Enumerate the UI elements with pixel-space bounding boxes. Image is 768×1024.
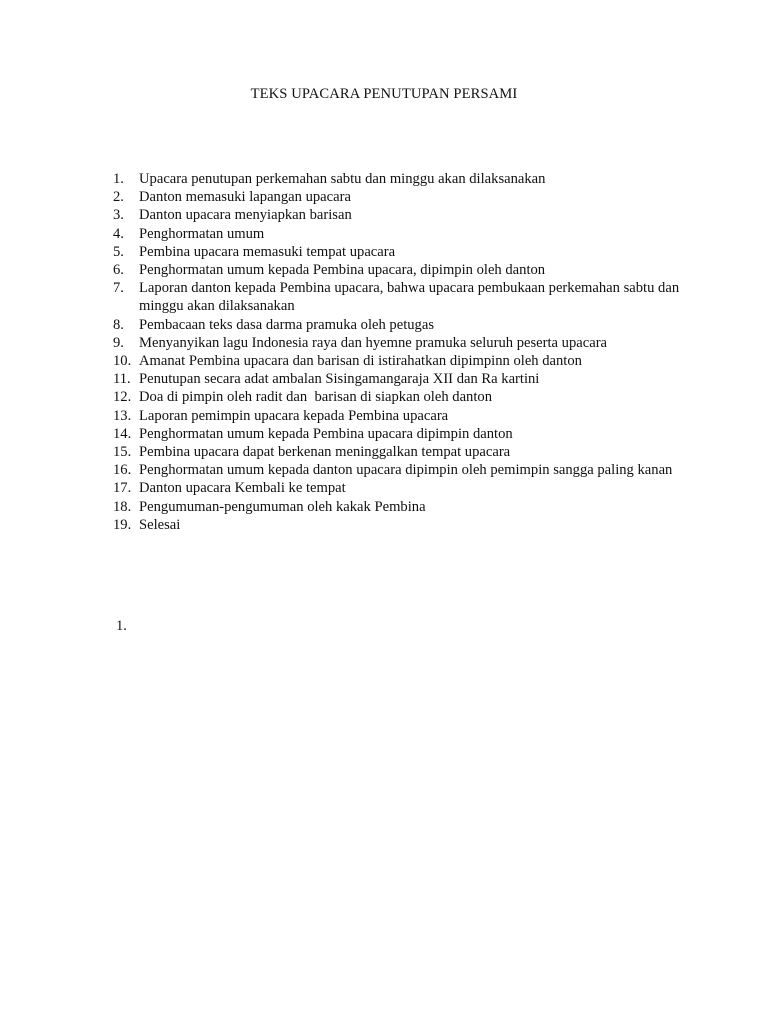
item-number: 8. (113, 316, 124, 333)
item-text: Upacara penutupan perkemahan sabtu dan minggu akan dilaksanakan (139, 171, 546, 187)
list-item (113, 461, 683, 479)
list-item (113, 407, 683, 425)
item-number: 14. (113, 425, 132, 442)
list-item (113, 225, 683, 243)
list-item (113, 388, 683, 406)
item-text: Penghormatan umum kepada danton upacara dipimpin oleh pemimpin sangga paling kanan (139, 462, 673, 479)
item-number: 7. (113, 280, 124, 297)
list-item (113, 316, 683, 334)
ceremony-steps-list (113, 170, 683, 534)
list-item (113, 243, 683, 261)
item-number: 11. (113, 371, 131, 388)
item-text: Penghormatan umum kepada Pembina upacara, dipimpin oleh danton (139, 262, 546, 279)
item-text: Pembina upacara memasuki tempat upacara (139, 243, 396, 260)
item-text: Doa di pimpin oleh radit dan barisan di siapkan oleh danton (139, 389, 493, 406)
item-number: 15. (113, 444, 132, 461)
list-item (113, 479, 683, 497)
list-item (113, 206, 683, 224)
list-item (113, 352, 683, 370)
list-item (113, 370, 683, 388)
list-item (113, 334, 683, 352)
item-number: 1. (113, 171, 124, 187)
list-item (113, 170, 683, 188)
list-item (113, 279, 683, 315)
item-number: 6. (113, 262, 124, 279)
item-number: 12. (113, 389, 132, 406)
item-text: Danton upacara menyiapkan barisan (139, 207, 352, 224)
list-item (113, 188, 683, 206)
list-item (113, 516, 683, 534)
item-number: 2. (113, 189, 124, 206)
trailing-list-number: 1. (116, 618, 127, 634)
item-number: 17. (113, 480, 132, 497)
item-text: Menyanyikan lagu Indonesia raya dan hyemne pramuka seluruh peserta upacara (139, 334, 608, 351)
item-text: Penutupan secara adat ambalan Sisingamangaraja XII dan Ra kartini (139, 371, 540, 388)
list-item (113, 261, 683, 279)
list-item (113, 425, 683, 443)
item-number: 5. (113, 243, 124, 260)
list-item (113, 443, 683, 461)
item-text: Danton memasuki lapangan upacara (139, 189, 351, 206)
item-text: Penghormatan umum (139, 225, 265, 242)
item-text: Pembacaan teks dasa darma pramuka oleh petugas (139, 316, 435, 333)
item-number: 10. (113, 353, 132, 370)
item-number: 18. (113, 498, 132, 515)
item-text: Penghormatan umum kepada Pembina upacara dipimpin danton (139, 425, 513, 442)
item-text: Danton upacara Kembali ke tempat (139, 480, 346, 497)
item-text: Laporan danton kepada Pembina upacara, bahwa upacara pembukaan perkemahan sabtu dan minggu akan dilaksanakan (139, 280, 680, 315)
item-number: 19. (113, 516, 132, 533)
list-item (113, 498, 683, 516)
item-text: Pembina upacara dapat berkenan meninggalkan tempat upacara (139, 444, 511, 461)
item-number: 9. (113, 334, 124, 351)
item-number: 16. (113, 462, 132, 479)
item-text: Selesai (139, 516, 181, 533)
item-text: Amanat Pembina upacara dan barisan di istirahatkan dipimpinn oleh danton (139, 353, 582, 370)
item-number: 3. (113, 207, 124, 224)
item-text: Pengumuman-pengumuman oleh kakak Pembina (139, 498, 426, 515)
item-text: Laporan pemimpin upacara kepada Pembina upacara (139, 407, 449, 424)
item-number: 4. (113, 225, 124, 242)
item-number: 13. (113, 407, 132, 424)
document-title: TEKS UPACARA PENUTUPAN PERSAMI (250, 86, 518, 102)
